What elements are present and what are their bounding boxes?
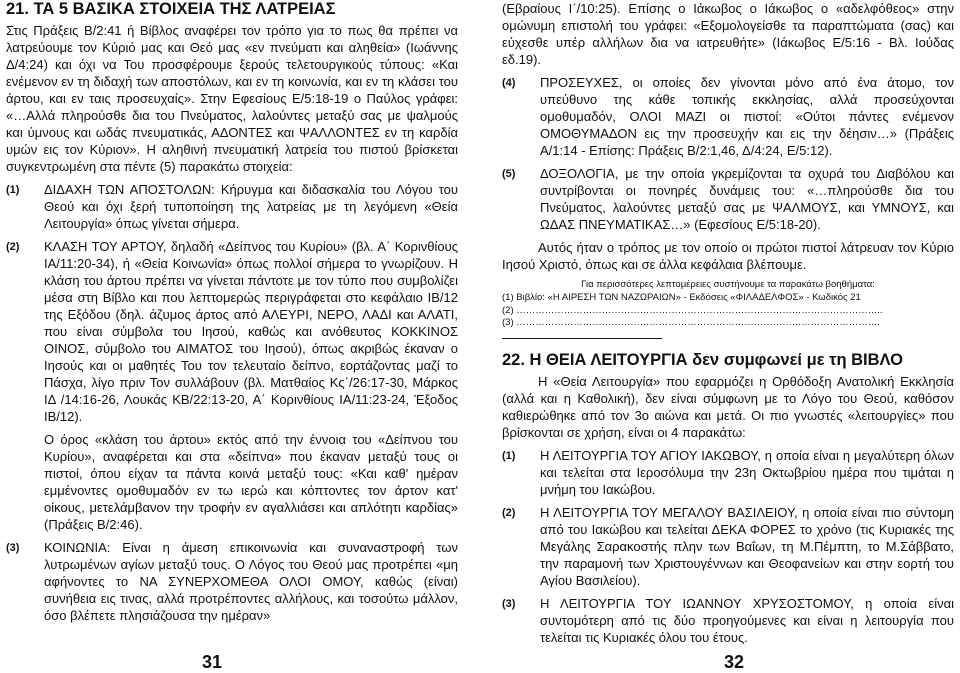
item-text: Ο όρος «κλάση του άρτου» εκτός από την έννοια του «Δείπνου του Κυρίου», αναφέρεται και στα «δείπνα» που έκαναν μεταξύ τους οι πιστοί, όπου είχαν τα πάντα κοινά μεταξύ τους: «Και καθ' ημέραν εμμένοντες ομοθυμαδόν εν τω ιερώ και κόπτοντες τον άρτον κατ' οίκους, μετελάμβανον την τροφήν εν αγαλλιάσει και απλότητι καρδίας» (Πράξεις Β/2:46). (44, 432, 458, 532)
note-line: (1) Βιβλίο: «Η ΑΙΡΕΣΗ ΤΩΝ ΝΑΖΩΡΑΙΩΝ» - Εκδόσεις «ΦΙΛΑΔΕΛΦΟΣ» - Κωδικός 21 (502, 292, 861, 303)
item-text: ΔΟΞΟΛΟΓΙΑ, με την οποία γκρεμίζονται τα οχυρά του Διαβόλου και συντρίβονται οι πονηρές δυνάμεις του: «…πληρούσθε δια του Πνεύματος, λαλούντες μεταξύ σας με ΨΑΛΜΟΥΣ, και ΥΜΝΟΥΣ, και ΩΔΑΣ ΠΝΕΥΜΑΤΙΚΑΣ…» (Εφεσίους Ε/5:18-20). (540, 166, 954, 232)
item-number: (3) (502, 597, 516, 610)
left-page (6, 0, 458, 673)
item-number: (5) (502, 168, 516, 180)
list-item (502, 447, 954, 498)
list-item (6, 238, 458, 425)
item-text: Η ΛΕΙΤΟΥΡΓΙΑ ΤΟΥ ΜΕΓΑΛΟΥ ΒΑΣΙΛΕΙΟΥ, η οποία είναι πιο σύντομη από του Ιακώβου και τελείται ΔΕΚΑ ΦΟΡΕΣ το χρόνο (τις Κυριακές της Μεγάλης Σαρακοστής πλην των Βαΐων, τη Μ.Πέμπτη, το Μ.Σάββατο, την παραμονή των Χριστουγέννων και Θεοφανείων και στην εορτή του Αγίου Βασιλείου). (540, 504, 954, 588)
item-text: Η ΛΕΙΤΟΥΡΓΙΑ ΤΟΥ ΑΓΙΟΥ ΙΑΚΩΒΟΥ, η οποία είναι η μεγαλύτερη όλων και τελείται στα Ιεροσόλυμα την 23η Οκτωβρίου ημέρα που τιμάται η μνήμη του Ιακώβου. (540, 447, 954, 497)
item-number: (1) (6, 184, 20, 196)
item-number: (2) (6, 241, 20, 253)
note-line: (3) ……………………………………………………………………………………………………. (502, 317, 880, 328)
item-number: (4) (502, 77, 516, 89)
item-number (6, 431, 44, 533)
summary-paragraph: Αυτός ήταν ο τρόπος με τον οποίο οι πρώτοι πιστοί λάτρευαν τον Κύριο Ιησού Χριστό, όπως και σε άλλα κεφάλαια βλέπουμε. (502, 240, 954, 272)
notes-title: Για περισσότερες λεπτομέρειες συστήνουμε τα παρακάτω βοηθήματα: (581, 279, 875, 290)
section-heading-22: 22. Η ΘΕΙΑ ΛΕΙΤΟΥΡΓΙΑ δεν συμφωνεί με τη ΒΙΒΛΟ (502, 350, 903, 369)
item-text: ΠΡΟΣΕΥΧΕΣ, οι οποίες δεν γίνονται μόνο από ένα άτομο, τον υπεύθυνο της κάθε τοπικής εκκλησίας, αλλά προσεύχονται ομοθυμαδόν, ΟΛΟΙ ΜΑΖΙ οι πιστοί: «Ούτοι πάντες ενέμενον ΟΜΟΘΥΜΑΔΟΝ εις την προσευχήν και εις την δέησιν…» (Πράξεις Α/1:14 - Επίσης: Πράξεις Β/2:1,46, Δ/4:24, Ε/5:12). (540, 75, 954, 158)
intro-paragraph: Η «Θεία Λειτουργία» που εφαρμόζει η Ορθόδοξη Ανατολική Εκκλησία (αλλά και η Καθολική), δεν είναι σύμφωνη με το Λόγο του Θεού, καθόσον καθιερώθηκε από τον 3ο αιώνα και μετά. Οι πιο γνωστές «λειτουργίες» που βρίσκονται σε χρήση, είναι οι 4 παρακάτω: (502, 373, 954, 440)
section-heading-21: 21. ΤΑ 5 ΒΑΣΙΚΑ ΣΤΟΙΧΕΙΑ ΤΗΣ ΛΑΤΡΕΙΑΣ (6, 0, 336, 18)
page-number: 31 (202, 652, 223, 672)
intro-paragraph: Στις Πράξεις Β/2:41 ή Βίβλος αναφέρει τον τρόπο για το πως θα πρέπει να λατρεύουμε τον Κύριό μας και Θεό μας «εν πνεύματι και αληθεία» (Ιωάννης Δ/4:24) και όχι να Του προσφέρουμε ξερούς τελετουργικούς τύπους: «Και ενέμενον εν τη διδαχή των αποστόλων, και εν τη κοινωνία, και εν τη κλάσει του άρτου, και εν ταις προσευχαίς». Στην Εφεσίους Ε/5:18-19 ο Παύλος γράφει: «…Αλλά πληρούσθε δια του Πνεύματος, λαλούντες μεταξύ σας με ψαλμούς και ύμνους και ωδάς πνευματικάς, ΑΔΟΝΤΕΣ και ΨΑΛΛΟΝΤΕΣ εν τη καρδία υμών εις τον Κύριον». Η αληθινή πνευματική λατρεία του πιστού βρίσκεται συγκεντρωμένη στα πέντε (5) παρακάτω στοιχεία: (6, 23, 458, 174)
continued-paragraph: (Εβραίους Ι΄/10:25). Επίσης ο Ιάκωβος ο Ιάκωβος ο «αδελφόθεος» στην ομώνυμη επιστολή του γράφει: «Εξομολογείσθε τα παραπτώματα (σας) και εύχεσθε υπέρ αλλήλων δια να ιατρευθήτε» (Ιάκωβος Ε/5:16 - Βλ. Ιούδας εδ.19). (502, 1, 954, 67)
item-text: Η ΛΕΙΤΟΥΡΓΙΑ ΤΟΥ ΙΩΑΝΝΟΥ ΧΡΥΣΟΣΤΟΜΟΥ, η οποία είναι συντομότερη από τις δύο προηγούμενες και είναι η λειτουργία που τελείται τις Κυριακές όλου του έτους. (540, 595, 954, 645)
list-item (502, 74, 954, 159)
item-text: ΚΛΑΣΗ ΤΟΥ ΑΡΤΟΥ, δηλαδή «Δείπνος του Κυρίου» (βλ. Α΄ Κορινθίους ΙΑ/11:20-34), ή «Θεία Κοινωνία» όπως πολλοί σήμερα το γνωρίζουν. Η κλάση του άρτου πρέπει να γίνεται πάντοτε με τον τύπο που συμβολίζει μέσα στη Βίβλο και που λεπτομερώς περιγράφεται στο κεφάλαιο ΙΒ/12 της Εξόδου (δηλ. άζυμος άρτος από ΑΛΕΥΡΙ, ΝΕΡΟ, ΛΑΔΙ και ΑΛΑΤΙ, που είναι σύμβολα του Ιησού, καθώς και ανόθευτος ΚΟΚΚΙΝΟΣ ΟΙΝΟΣ, σύμβολο του ΑΙΜΑΤΟΣ του Ιησού), όπως ακριβώς έκαναν ο Ιησούς και οι μαθητές Του τον τελευταίο δείπνο, εορτάζοντας μαζί το Πάσχα, λίγο πριν Τον συλλάβουν (βλ. Ματθαίος Κς΄/26:17-30, Μάρκος ΙΔ /14:16-26, Λουκάς ΚΒ/22:13-20, Α΄ Κορινθίους ΙΑ/11:23-24, Έξοδος ΙΒ/12). (44, 239, 458, 424)
divider (502, 338, 662, 339)
list-item (502, 165, 954, 233)
item-text: ΚΟΙΝΩΝΙΑ: Είναι η άμεση επικοινωνία και συναναστροφή των λυτρωμένων αγίων μεταξύ τους. Ο Λόγος του Θεού μας προτρέπει «μη αφήνοντες το ΝΑ ΣΥΝΕΡΧΟΜΕΘΑ ΟΛΟΙ ΟΜΟΥ, καθώς (είναι) συνήθεια εις τινας, αλλά προτρέποντες αλλήλους, και τοσούτω μάλλον, όσο βλέπετε πλησιάζουσα την ημέραν» (44, 540, 458, 623)
list-item (6, 431, 458, 533)
item-number: (3) (6, 542, 20, 554)
page-number: 32 (724, 652, 745, 672)
item-text: ΔΙΔΑΧΗ ΤΩΝ ΑΠΟΣΤΟΛΩΝ: Κήρυγμα και διδασκαλία του Λόγου του Θεού και όχι ξερή τυποποίηση της λατρείας με τη λεγόμενη «Θεία Λειτουργία» όπως γίνεται σήμερα. (44, 182, 458, 231)
list-item (502, 595, 954, 646)
note-line: (2) …………………………………………………………………………………………………….. (502, 304, 883, 316)
item-number: (1) (502, 449, 516, 462)
list-item (6, 539, 458, 624)
right-page (502, 0, 954, 673)
list-item (6, 181, 458, 232)
item-number: (2) (502, 506, 516, 519)
list-item (502, 504, 954, 589)
